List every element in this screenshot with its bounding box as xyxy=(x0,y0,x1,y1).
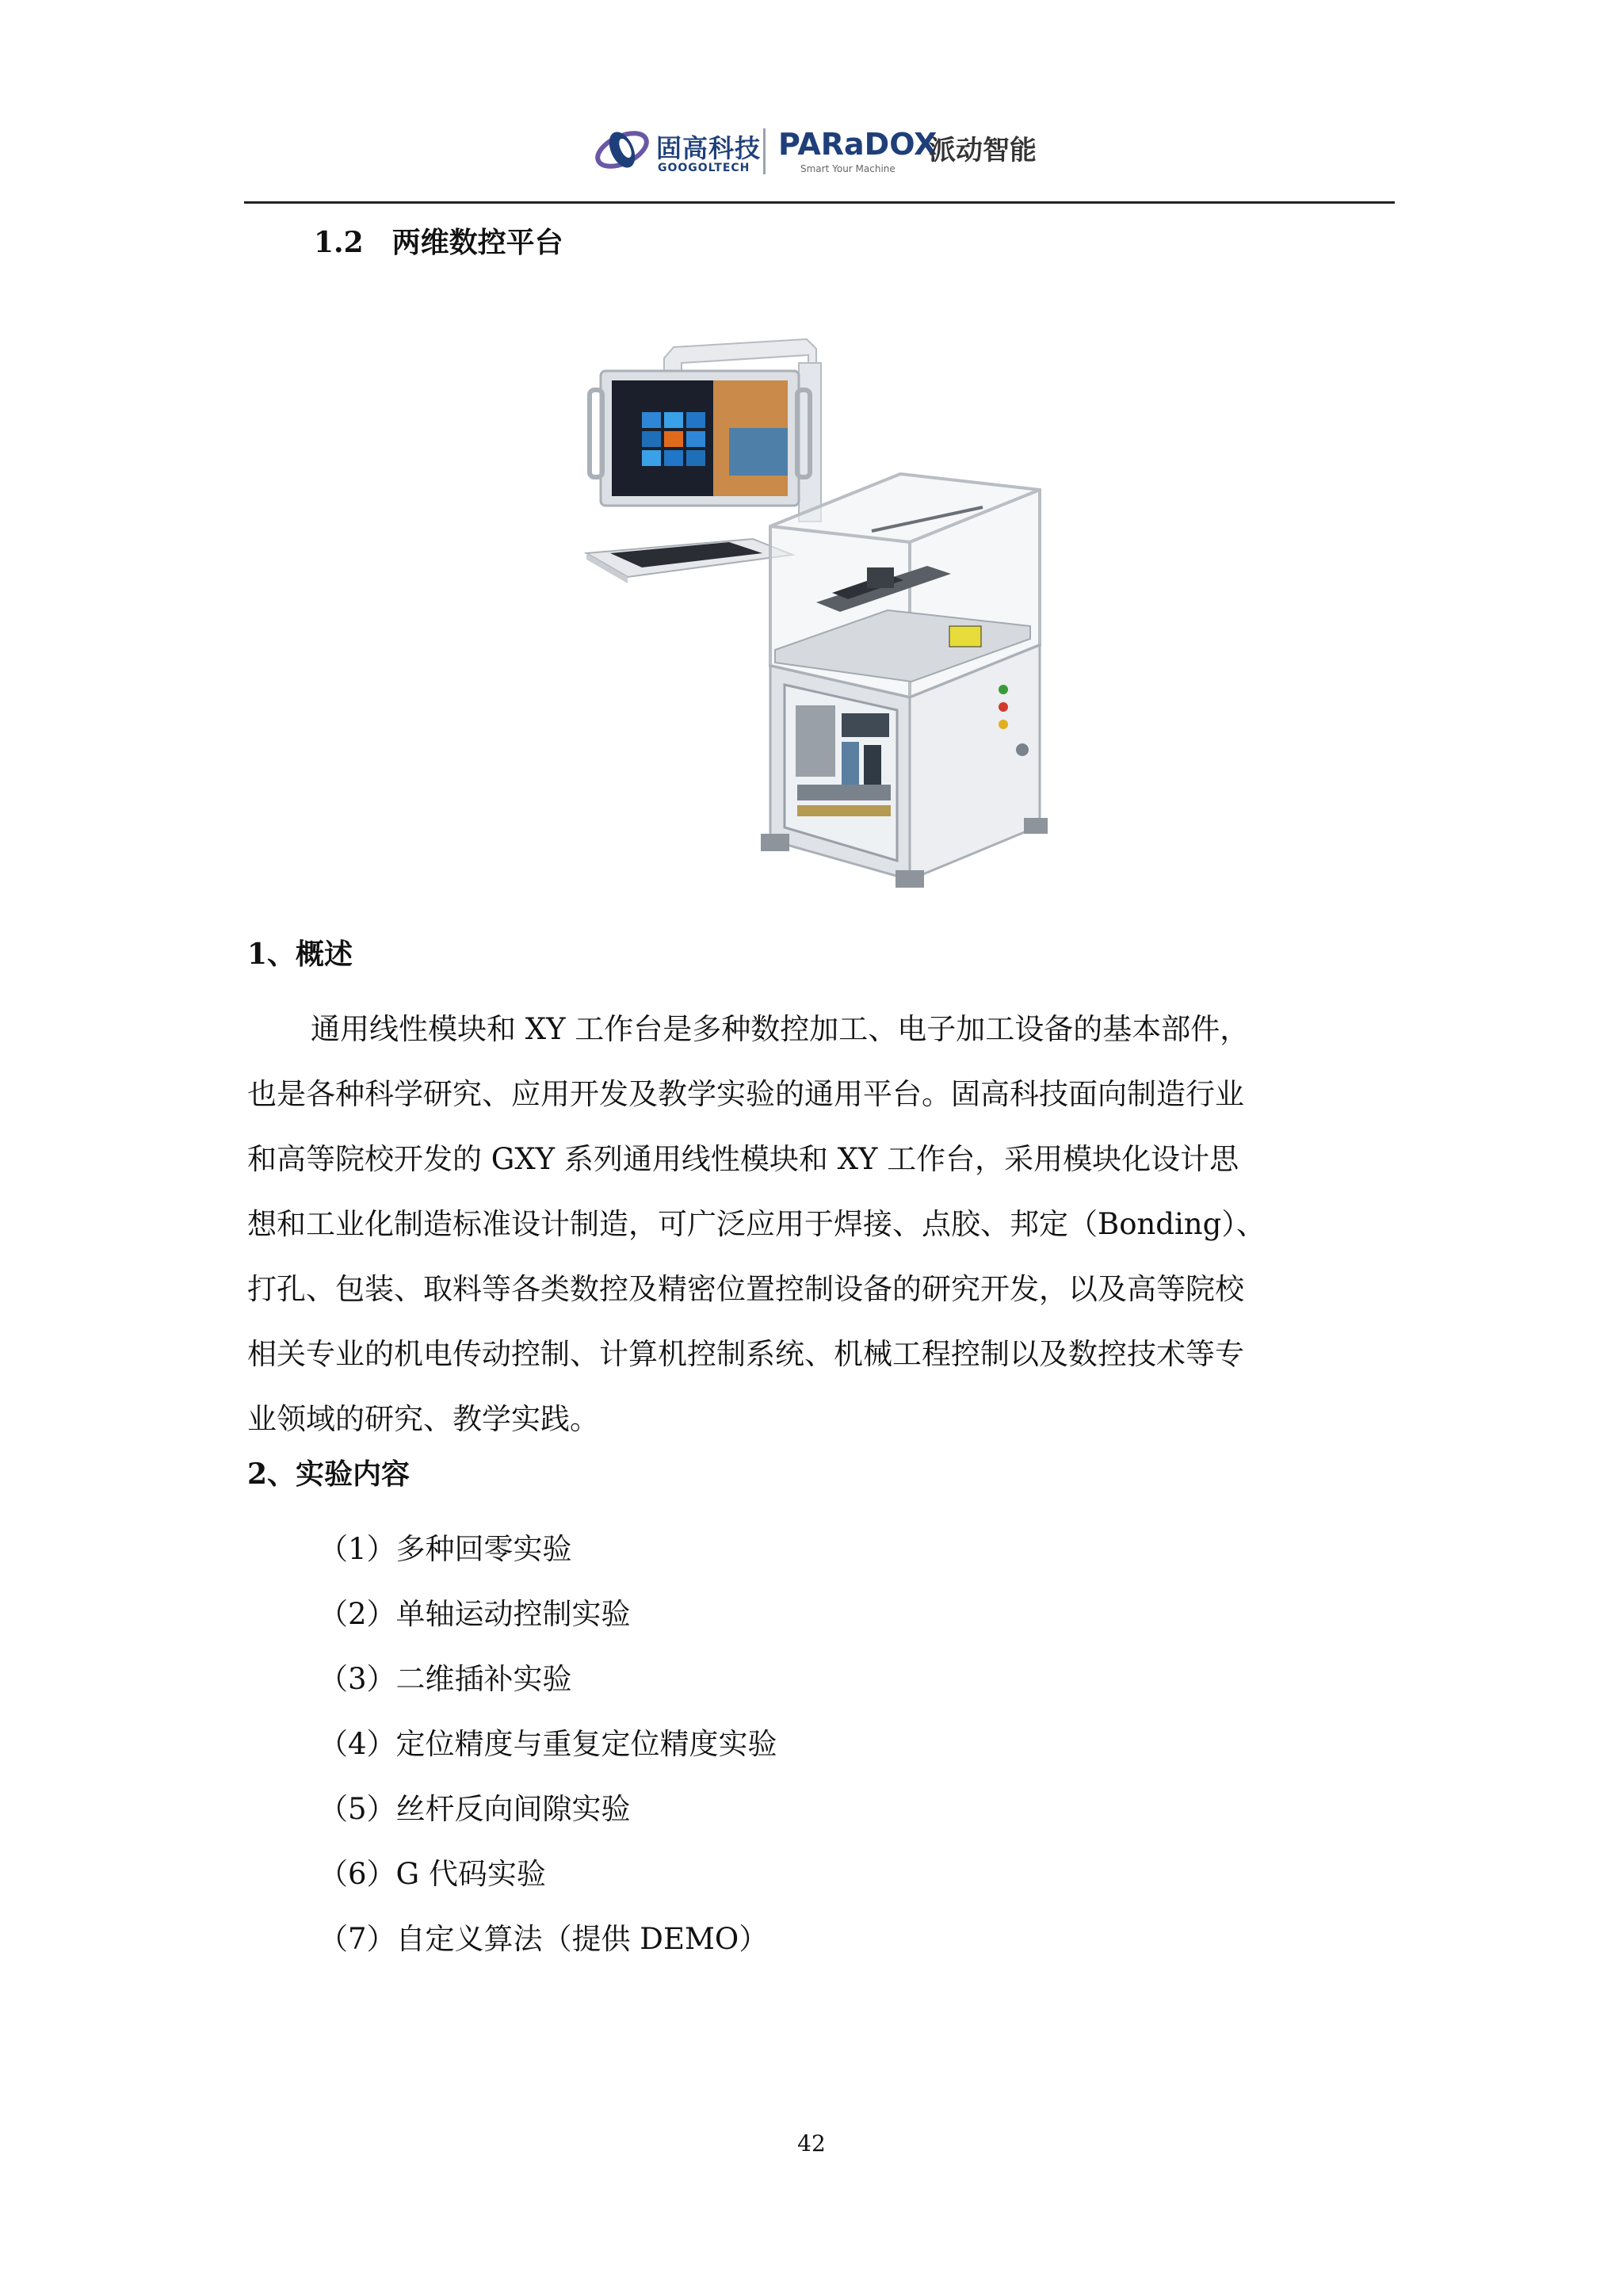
company-name-en: GOOGOLTECH xyxy=(658,162,750,174)
list-item: （5）丝杆反向间隙实验 xyxy=(319,1792,631,1826)
list-item: （3）二维插补实验 xyxy=(319,1662,572,1696)
paragraph-line: 打孔、包装、取料等各类数控及精密位置控制设备的研究开发，以及高等院校 xyxy=(247,1272,1244,1306)
brand-tagline: Smart Your Machine xyxy=(800,163,896,174)
brand-name-cn: 派动智能 xyxy=(929,135,1037,166)
xy-platform-illustration xyxy=(555,301,1094,911)
overview-heading: 1、概述 xyxy=(247,938,353,971)
company-name-cn: 固高科技 xyxy=(656,133,762,163)
paragraph-line: 业领域的研究、教学实践。 xyxy=(247,1402,599,1436)
list-item: （6）G 代码实验 xyxy=(319,1857,546,1891)
paragraph-line: 通用线性模块和 XY 工作台是多种数控加工、电子加工设备的基本部件， xyxy=(311,1012,1250,1046)
logo-separator xyxy=(763,128,766,174)
list-item: （1）多种回零实验 xyxy=(319,1532,572,1566)
overview-paragraph xyxy=(247,997,1388,1452)
list-item: （7）自定义算法（提供 DEMO） xyxy=(319,1922,769,1956)
googoltech-logo-icon xyxy=(593,125,651,174)
brand-name: PARaDOX xyxy=(778,127,938,162)
list-item: （4）定位精度与重复定位精度实验 xyxy=(319,1727,777,1761)
keyboard-icon xyxy=(586,539,792,583)
experiments-heading: 2、实验内容 xyxy=(247,1457,411,1491)
list-item: （2）单轴运动控制实验 xyxy=(319,1597,631,1631)
section-number: 1.2 xyxy=(314,226,364,259)
monitor-icon xyxy=(590,371,810,506)
paragraph-line: 也是各种科学研究、应用开发及教学实验的通用平台。固高科技面向制造行业 xyxy=(247,1077,1244,1111)
experiment-list xyxy=(319,1517,777,1972)
page-number: 42 xyxy=(797,2130,826,2157)
section-heading: 两维数控平台 xyxy=(391,226,563,259)
header-divider xyxy=(244,201,1395,204)
section-title xyxy=(314,220,563,261)
page-header xyxy=(0,111,1623,190)
paragraph-line: 相关专业的机电传动控制、计算机控制系统、机械工程控制以及数控技术等专 xyxy=(247,1337,1244,1371)
paragraph-line: 和高等院校开发的 GXY 系列通用线性模块和 XY 工作台，采用模块化设计思 xyxy=(247,1142,1239,1176)
paragraph-line: 想和工业化制造标准设计制造，可广泛应用于焊接、点胶、邦定（Bonding）、 xyxy=(247,1207,1266,1241)
